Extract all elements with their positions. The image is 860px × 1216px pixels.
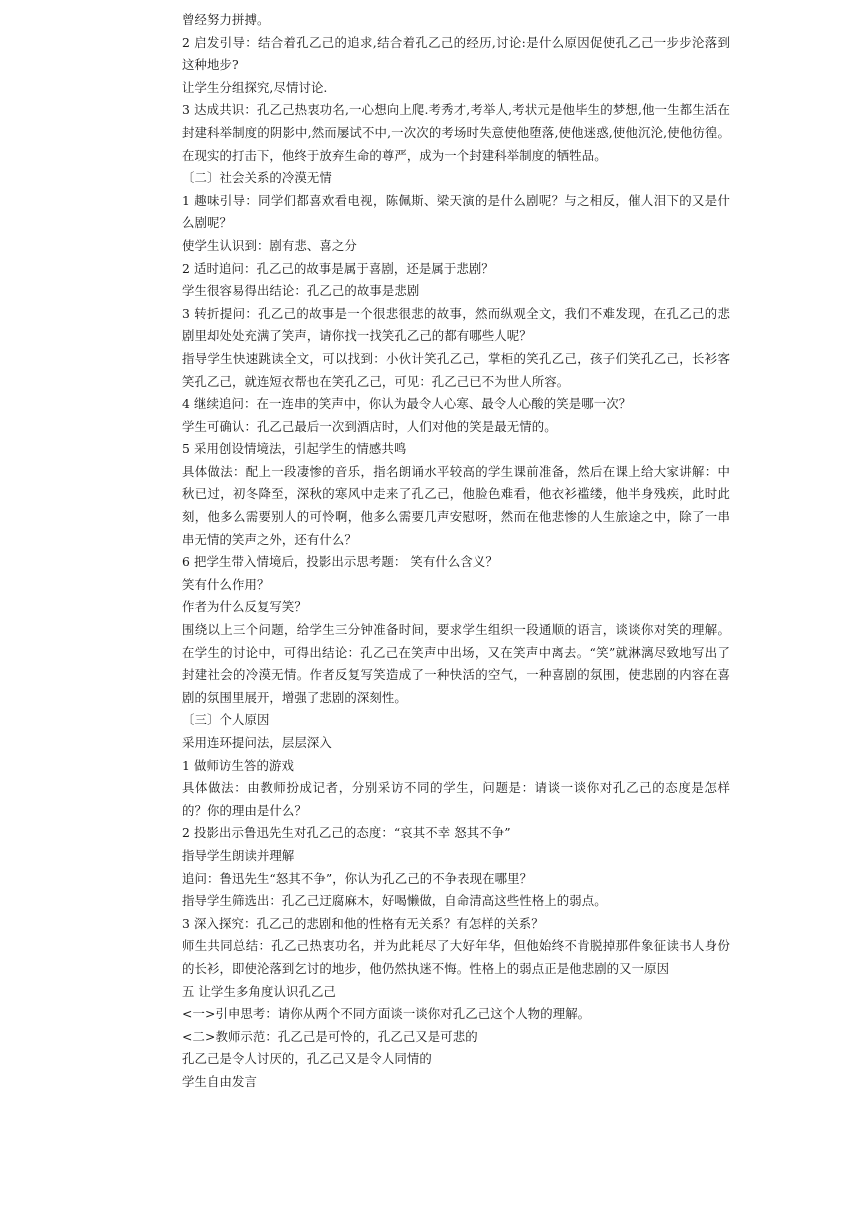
- paragraph: 孔乙己是令人讨厌的，孔乙己又是令人同情的: [182, 1051, 432, 1067]
- paragraph: 3 转折提问：孔乙己的故事是一个很悲很悲的故事，然而纵观全文，我们不难发现，在孔乙己的悲剧里却处处充满了笑声，请你找一找笑孔乙己的都有哪些人呢？: [182, 305, 730, 344]
- paragraph: 作者为什么反复写笑？: [182, 599, 307, 615]
- paragraph: 3 达成共识：孔乙己热衷功名,一心想向上爬.考秀才,考举人,考状元是他毕生的梦想,他一生都生活在封建科举制度的阴影中,然而屡试不中,一次次的考场时失意使他堕落,使他迷惑,使他沉沦,使他彷徨。在现实的打击下，他终于放弃生命的尊严，成为一个封建科举制度的牺牲品。: [182, 102, 730, 163]
- paragraph: 追问：鲁迅先生“怒其不争”，你认为孔乙己的不争表现在哪里？: [182, 870, 533, 886]
- paragraph: 2 投影出示鲁迅先生对孔乙己的态度：“哀其不幸 怒其不争”: [182, 825, 511, 841]
- paragraph: 1 趣味引导：同学们都喜欢看电视，陈佩斯、梁天演的是什么剧呢？与之相反，催人泪下的又是什么剧呢？: [182, 192, 730, 231]
- paragraph: 学生自由发言: [182, 1073, 257, 1089]
- paragraph: 指导学生快速跳读全文，可以找到：小伙计笑孔乙己，掌柜的笑孔乙己，孩子们笑孔乙己，长衫客笑孔乙己，就连短衣帮也在笑孔乙己，可见：孔乙己已不为世人所容。: [182, 350, 730, 389]
- paragraph: 曾经努力拼搏。: [182, 12, 270, 27]
- paragraph: 笑有什么作用？: [182, 576, 270, 592]
- paragraph: 使学生认识到：剧有悲、喜之分: [182, 237, 357, 253]
- section-heading: 〔三〕个人原因: [182, 712, 270, 728]
- section-heading: 五 让学生多角度认识孔乙己: [182, 983, 336, 999]
- paragraph: 采用连环提问法，层层深入: [182, 735, 332, 750]
- paragraph: 学生很容易得出结论：孔乙己的故事是悲剧: [182, 283, 420, 299]
- paragraph: 1 做师访生答的游戏: [182, 757, 294, 773]
- paragraph: <二>教师示范：孔乙己是可怜的，孔乙己又是可悲的: [182, 1028, 478, 1044]
- paragraph: 5 采用创设情境法，引起学生的情感共鸣: [182, 441, 407, 457]
- paragraph: 2 启发引导：结合着孔乙己的追求,结合着孔乙己的经历,讨论:是什么原因促使孔乙己一步步沦落到这种地步?: [182, 34, 730, 73]
- paragraph: 指导学生筛选出：孔乙己迂腐麻木，好喝懒做，自命清高这些性格上的弱点。: [182, 893, 607, 909]
- paragraph: 具体做法：配上一段凄惨的音乐，指名朗诵水平较高的学生课前准备，然后在课上给大家讲解：中秋已过，初冬降至，深秋的寒风中走来了孔乙己，他脸色难看，他衣衫褴缕，他半身残疾，此时此刻，他多么需要别人的可怜啊，他多么需要几声安慰呀，然而在他悲惨的人生旅途之中，除了一串串无情的笑声之外，还有什么？: [182, 463, 730, 547]
- paragraph: 3 深入探究：孔乙己的悲剧和他的性格有无关系？有怎样的关系？: [182, 915, 544, 931]
- paragraph: 学生可确认：孔乙己最后一次到酒店时，人们对他的笑是最无情的。: [182, 418, 557, 434]
- paragraph: 6 把学生带入情境后，投影出示思考题： 笑有什么含义？: [182, 554, 498, 570]
- paragraph: <一>引申思考：请你从两个不同方面谈一谈你对孔乙己这个人物的理解。: [182, 1006, 591, 1022]
- paragraph: 围绕以上三个问题，给学生三分钟准备时间，要求学生组织一段通顺的语言，谈谈你对笑的理解。在学生的讨论中，可得出结论：孔乙己在笑声中出场，又在笑声中离去。“笑”就淋漓尽致地写出了封建社会的冷漠无情。作者反复写笑造成了一种快活的空气，一种喜剧的氛围，使悲剧的内容在喜剧的氛围里展开，增强了悲剧的深刻性。: [182, 622, 730, 705]
- document-body: [182, 9, 730, 1094]
- paragraph: 让学生分组探究,尽情讨论.: [182, 79, 328, 95]
- paragraph: 指导学生朗读并理解: [182, 847, 295, 863]
- paragraph: 具体做法：由教师扮成记者，分别采访不同的学生，问题是：请谈一谈你对孔乙己的态度是怎样的？你的理由是什么？: [182, 780, 730, 818]
- paragraph: 4 继续追问：在一连串的笑声中，你认为最令人心寒、最令人心酸的笑是哪一次？: [182, 396, 632, 412]
- paragraph: 师生共同总结：孔乙己热衷功名，并为此耗尽了大好年华，但他始终不肯脱掉那件象征读书人身份的长衫，即使沦落到乞讨的地步，他仍然执迷不悔。性格上的弱点正是他悲剧的又一原因: [182, 938, 730, 976]
- paragraph: 2 适时追问：孔乙己的故事是属于喜剧，还是属于悲剧？: [182, 260, 494, 276]
- section-heading: 〔二〕社会关系的冷漠无情: [182, 170, 332, 186]
